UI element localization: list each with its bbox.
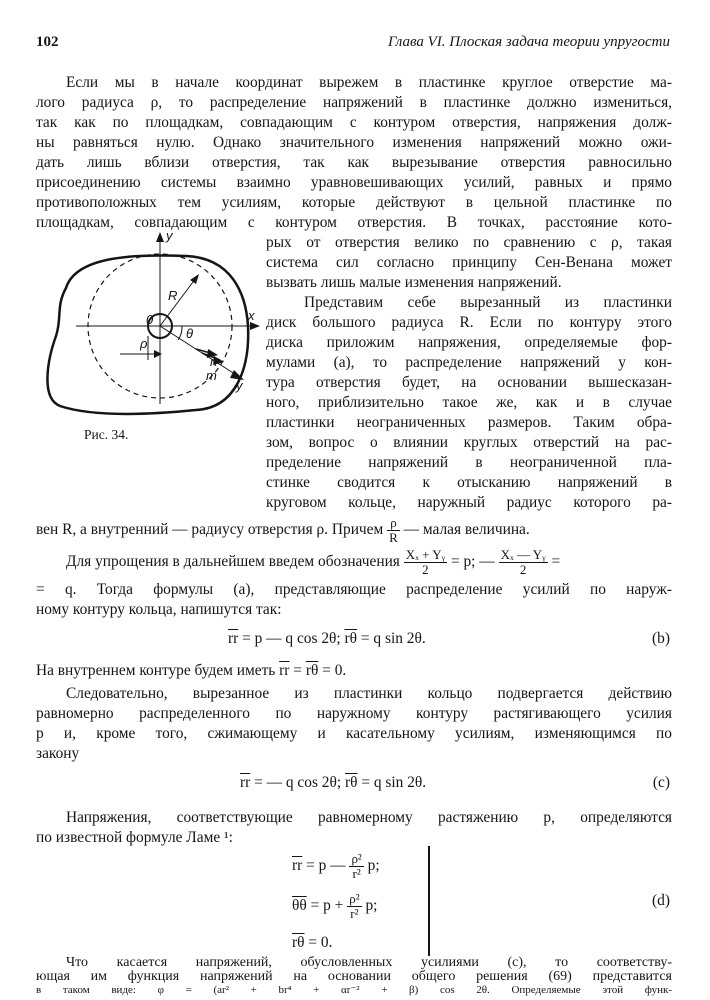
notation-line: Для упрощения в дальнейшем введем обозначения $\frac{\text{Xₓ + Yᵧ}}{2}$ = p; — $\frac{\text{Xₓ — Yᵧ}}{2}$ =: [66, 547, 561, 577]
radius-line: [160, 278, 196, 326]
equation-b: $\overline{rr} = p$ — q cos 2θ; $\overline{r\theta} = q$ sin 2θ.: [228, 630, 426, 647]
text-line: Представим себе вырезанный из пластинки: [304, 294, 672, 311]
x-axis-arrow: [250, 322, 260, 330]
text-line: ны равняться нулю. Однако значительного изменения напряжений можно ожи-: [36, 134, 672, 151]
running-title: Глава VI. Плоская задача теории упругости: [387, 34, 670, 50]
text-line: мулами (a), то распределение напряжений у кон-: [266, 354, 672, 371]
text-line: Следовательно, вырезанное из пластинки кольцо подвергается действию: [66, 685, 672, 702]
text-line: пластинки неограниченных размеров. Таким обра-: [266, 414, 672, 431]
equation-b-number: (b): [652, 630, 670, 647]
equation-d-line-1: $\overline{rr} = p$ — $\frac{\text{ρ²}}{\text{r²}}$ p;: [292, 851, 380, 881]
text-line: Что касается напряжений, обусловленных усилиями (c), то соответству-: [66, 955, 672, 970]
label-m: m: [206, 368, 217, 383]
text-line: вызвать лишь малые изменения напряжений.: [266, 274, 562, 291]
text-line: площадкам, совпадающим с контуром отверстия. В точках, расстояние кото-: [36, 214, 672, 231]
rotated-y-axis: [160, 326, 241, 378]
text-line: рых от отверстия велико по сравнению с ρ, такая: [266, 234, 672, 251]
text-line: система сил согласно принципу Сен-Венана может: [266, 254, 672, 271]
figure-caption: Рис. 34.: [84, 427, 129, 442]
text-line: диска приложим напряжения, определяемые фор-: [266, 334, 672, 351]
label-origin: 0: [146, 312, 154, 327]
text-line: равномерно распределенного по наружному контуру растягивающего усилия: [36, 705, 672, 722]
text-line: p и, кроме того, сжимающему и касательному усилиям, изменяющимся по: [36, 725, 672, 742]
p-fraction: $\frac{\text{Xₓ + Yᵧ}}{2}$: [405, 547, 446, 577]
text-line: Напряжения, соответствующие равномерному растяжению p, определяются: [66, 809, 672, 826]
text-line: круговом кольце, наружный радиус которого ра-: [266, 494, 672, 511]
equation-d-line-3: $\overline{r\theta} = 0$.: [292, 934, 333, 951]
label-R: R: [168, 288, 178, 303]
equation-d-line-2: $\overline{\theta\theta} = p$ + $\frac{\text{ρ²}}{\text{r²}}$ p;: [292, 891, 378, 921]
rho-over-R-line: вен R, а внутренний — радиусу отверстия ρ. Причем $\frac{\rho}{R}$ — малая величина.: [36, 515, 530, 545]
text-line: стинке сводится к отысканию напряжений в: [266, 474, 672, 491]
page-number: 102: [36, 34, 59, 50]
plate-contour: [47, 255, 248, 414]
text-line: Если мы в начале координат вырежем в пластинке круглое отверстие ма-: [66, 74, 672, 91]
text-line: диск большого радиуса R. Если по контуру этого: [266, 314, 672, 331]
equation-c-number: (c): [652, 774, 670, 791]
text-line: так как по площадкам, совпадающим с контуром отверстия, напряжения долж-: [36, 114, 672, 131]
label-x: x: [248, 308, 255, 323]
text-line: = q. Тогда формулы (a), представляющие распределение усилий по наруж-: [36, 581, 672, 598]
label-theta: θ: [186, 326, 194, 341]
inner-contour-line: На внутреннем контуре будем иметь $\overline{rr} = \overline{r\theta} = 0$.: [36, 662, 347, 679]
radius-arrow: [190, 274, 199, 284]
text-line: лого радиуса ρ, то распределение напряжений в пластинке должно измениться,: [36, 94, 672, 111]
rho-over-R-fraction: $\frac{\rho}{R}$: [389, 515, 398, 545]
text-line: закону: [36, 745, 80, 762]
y-axis-arrow: [156, 232, 164, 242]
figure-34: [36, 228, 261, 426]
text-line: противоположных тем усилиям, которые действуют в цельной пластинке по: [36, 194, 672, 211]
text-line: пределение напряжений в неограниченной пла-: [266, 454, 672, 471]
text-line: присоединению системы взаимно уравновешивающих усилий, равных и прямо: [36, 174, 672, 191]
text-line: в таком виде: φ = (ar² + br⁴ + αr⁻² + β) cos 2θ. Определяемые этой функ-: [36, 984, 672, 996]
label-rho: ρ: [140, 336, 148, 351]
equation-d-number: (d): [652, 892, 670, 909]
label-y: y: [166, 228, 173, 243]
text-line: тура отверстия будет, на основании вышесказан-: [266, 374, 672, 391]
text-line: дать лишь вблизи отверстия, так как вырезывание отверстия равносильно: [36, 154, 672, 171]
label-n: n: [210, 354, 218, 369]
equation-c: $\overline{rr}$ = — q cos 2θ; $\overline{r\theta} = q$ sin 2θ.: [240, 774, 427, 791]
equation-d-brace: [428, 846, 430, 956]
label-y-rotated: y: [236, 378, 243, 393]
text-line: по известной формуле Ламе ¹:: [36, 829, 233, 846]
text-line: ного, приблизительно такое же, как и в случае: [266, 394, 672, 411]
rho-dim-arrow: [154, 350, 162, 358]
text-line: ющая им функция напряжений на основании общего решения (69) представится: [36, 969, 672, 984]
q-fraction: $\frac{\text{Xₓ — Yᵧ}}{2}$: [500, 547, 546, 577]
text-line: зом, вопрос о влиянии круглых отверстий на рас-: [266, 434, 672, 451]
text-line: ному контуру кольца, напишутся так:: [36, 601, 282, 618]
